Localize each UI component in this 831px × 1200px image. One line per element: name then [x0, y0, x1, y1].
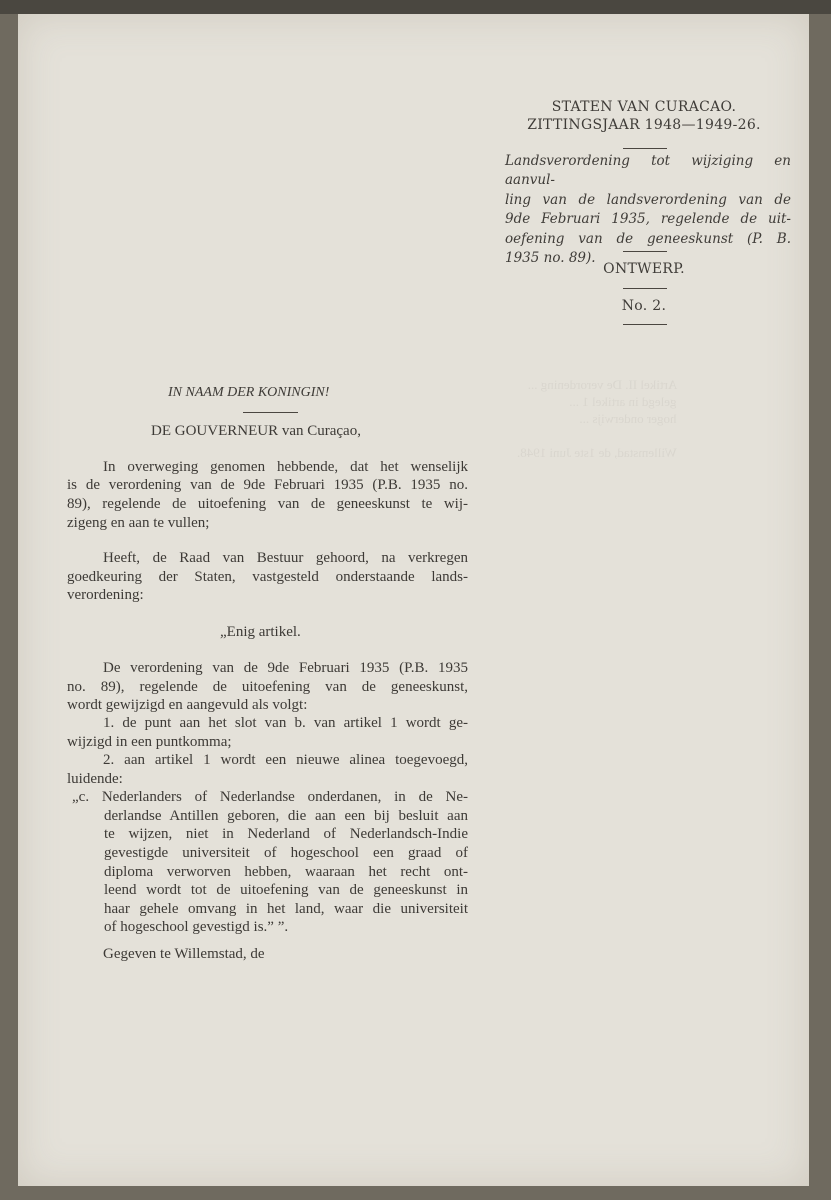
text-line: Heeft, de Raad van Bestuur gehoord, na verkregen [103, 550, 468, 566]
text-line: derlandse Antillen geboren, die aan een bij besluit aan [104, 808, 468, 824]
header-session: ZITTINGSJAAR 1948—1949-26. [527, 117, 761, 133]
text-line: is de verordening van de 9de Februari 1935 (P.B. 1935 no. [67, 477, 468, 493]
text-line: leend wordt tot de uitoefening van de geneeskunst in [104, 882, 468, 898]
text-line: wijzigd in een puntkomma; [67, 734, 232, 750]
subject-line: 1935 no. 89). [505, 250, 596, 267]
number-block [508, 297, 780, 315]
scan-border [0, 0, 831, 14]
subject-line: Landsverordening tot wijziging en aanvul- [505, 153, 791, 189]
bleed-through-text: Artikel II. De verordening ... gelegd in artikel 1 ... hoger onderwijs ... Willemstad, de 1ste Juni 1948. [516, 377, 678, 460]
divider [623, 148, 667, 149]
text-line: 89), regelende de uitoefening van de geneeskunst te wij- [67, 496, 468, 512]
text-line: no. 89), regelende de uitoefening van de geneeskunst, [67, 679, 468, 695]
text-line: diploma verworven hebben, waaraan het recht ont- [104, 864, 468, 880]
text-line: 1. de punt aan het slot van b. van artikel 1 wordt ge- [103, 715, 468, 731]
subject-line: ling van de landsverordening van de [505, 191, 791, 208]
divider [623, 324, 667, 325]
draft-number: No. 2. [621, 298, 667, 314]
draft-block [508, 260, 780, 278]
article-title: „Enig artikel. [220, 624, 301, 640]
text-line: In overweging genomen hebbende, dat het wenselijk [103, 459, 468, 475]
text-line: te wijzen, niet in Nederland of Nederlandsch-Indie [104, 826, 468, 842]
authority: DE GOUVERNEUR van Curaçao, [151, 423, 361, 439]
text-line: verordening: [67, 587, 144, 603]
header-block [508, 98, 780, 134]
text-line: wordt gewijzigd en aangevuld als volgt: [67, 697, 308, 713]
closing-line: Gegeven te Willemstad, de [103, 946, 265, 962]
text-line: goedkeuring der Staten, vastgesteld onderstaande lands- [67, 569, 468, 585]
text-line: gevestigde universiteit of hogeschool een graad of [104, 845, 468, 861]
draft-label: ONTWERP. [603, 261, 685, 277]
divider [623, 251, 667, 252]
text-line: zigeng en aan te vullen; [67, 515, 210, 531]
subject-line: 9de Februari 1935, regelende de uit- [505, 211, 791, 228]
subject-line: oefening van de geneeskunst (P. B. [505, 230, 791, 247]
text-line: haar gehele omvang in het land, waar die universiteit [104, 901, 468, 917]
text-line: luidende: [67, 771, 123, 787]
divider [243, 412, 298, 413]
text-line: „c. Nederlanders of Nederlandse onderdanen, in de Ne- [72, 789, 468, 805]
invocation: IN NAAM DER KONINGIN! [168, 385, 330, 400]
header-title: STATEN VAN CURACAO. [551, 99, 737, 115]
text-line: De verordening van de 9de Februari 1935 (P.B. 1935 [103, 660, 468, 676]
text-line: of hogeschool gevestigd is.” ”. [104, 919, 289, 935]
divider [623, 288, 667, 289]
text-line: 2. aan artikel 1 wordt een nieuwe alinea toegevoegd, [103, 752, 468, 768]
